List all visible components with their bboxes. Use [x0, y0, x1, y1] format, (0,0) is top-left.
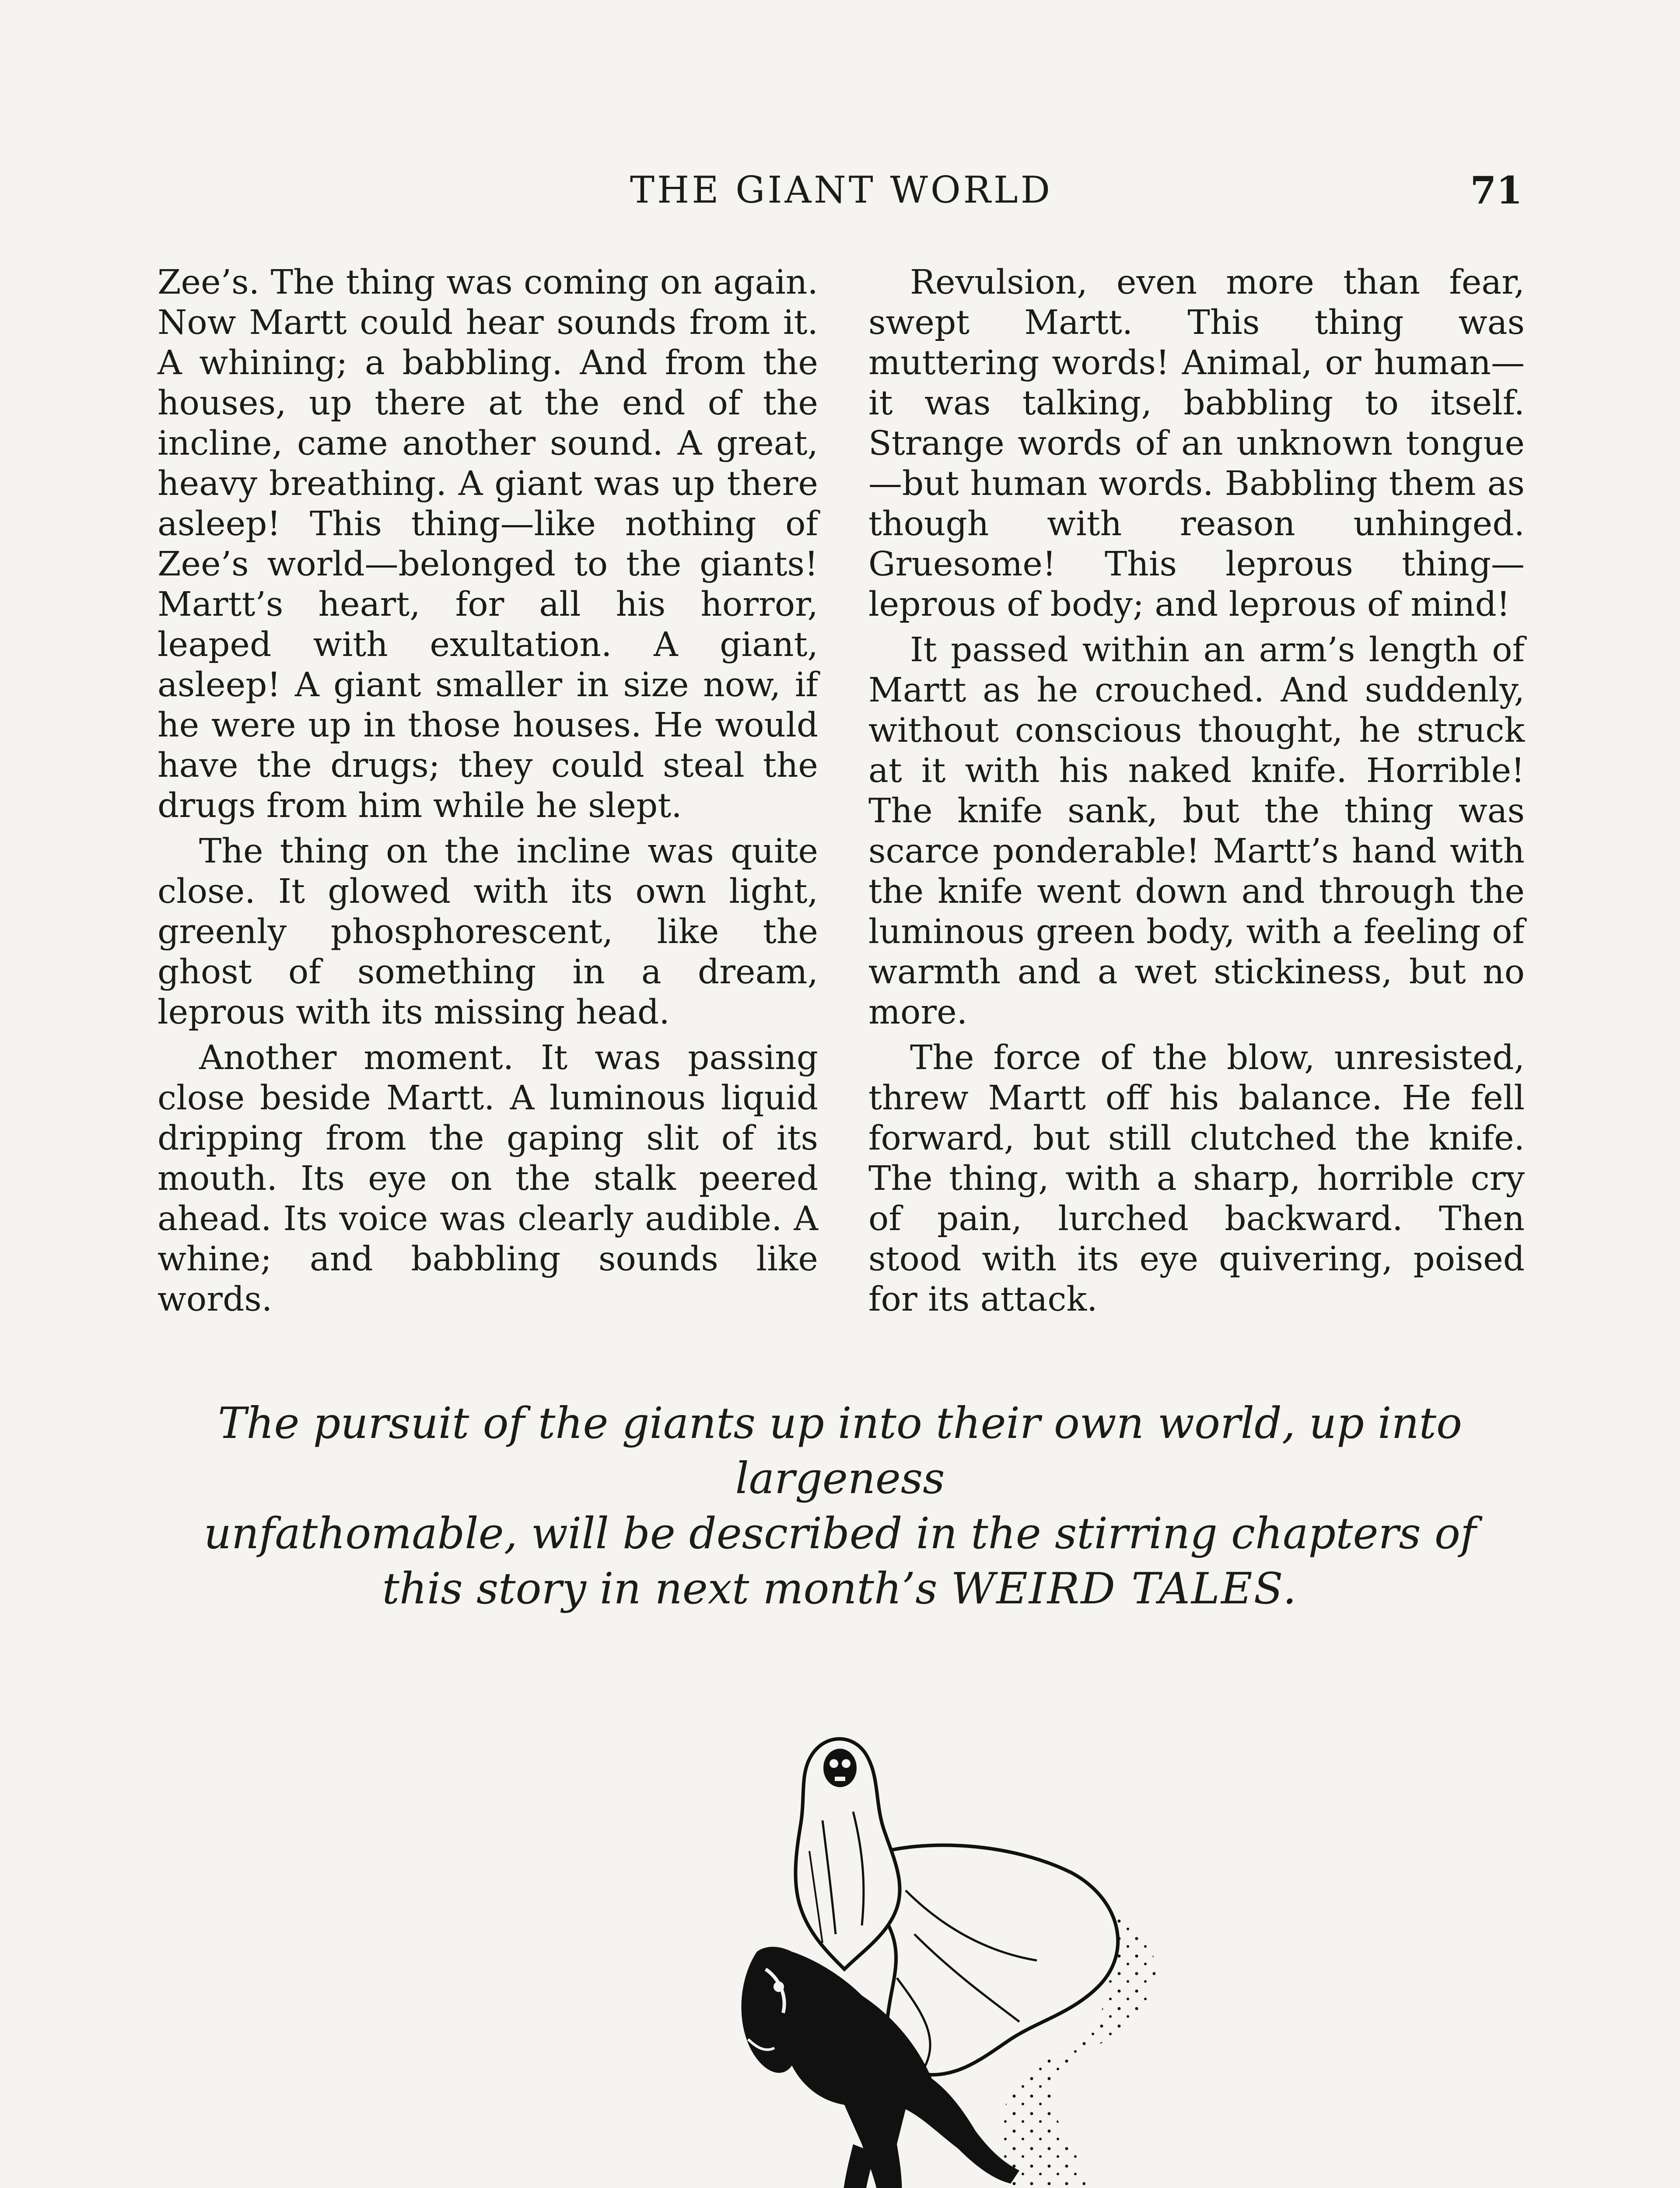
paragraph: The thing on the incline was quite close. It glowed with its own light, greenly phosphorescent, like the ghost of something in a dream, leprous with its missing head.: [158, 832, 818, 1032]
paragraph: It passed within an arm’s length of Martt as he crouched. And suddenly, without conscious thought, he struck at it with his naked knife. Horrible! The knife sank, but the thing was scarce ponderable! Martt’s hand with the knife went down and through the luminous green body, with a feeling of warmth and a wet stickiness, but no more.: [868, 631, 1525, 1032]
editor-note-line: [140, 1561, 1540, 1616]
rider-illustration: [678, 1707, 1203, 2188]
paragraph: The force of the blow, unresisted, threw Martt off his balance. He fell forward, but still clutched the knife. The thing, with a sharp, horrible cry of pain, lurched backward. Then stood with its eye quivering, poised for its attack.: [868, 1038, 1525, 1319]
paragraph: Revulsion, even more than fear, swept Martt. This thing was muttering words! Animal, or human—it was talking, babbling to itself. Strange words of an unknown tongue —but human words. Babbling them as though with reason unhinged. Gruesome! This leprous thing—leprous of body; and leprous of mind!: [868, 263, 1525, 624]
editor-note-line-text: this story in next month’s: [382, 1564, 938, 1614]
skeleton-rider-drawing: [678, 1707, 1203, 2188]
editor-note: [140, 1396, 1540, 1616]
skull-icon: [823, 1749, 857, 1787]
paragraph: Zee’s. The thing was coming on again. Now Martt could hear sounds from it. A whining; a babbling. And from the houses, up there at the end of the incline, came another sound. A great, heavy breathing. A giant was up there asleep! This thing—like nothing of Zee’s world—belonged to the giants! Martt’s heart, for all his horror, leaped with exultation. A giant, asleep! A giant smaller in size now, if he were up in those houses. He would have the drugs; they could steal the drugs from him while he slept.: [158, 263, 818, 825]
running-title: THE GIANT WORLD: [630, 168, 1053, 211]
text-column-left: [158, 263, 818, 1320]
running-head: [0, 168, 1680, 221]
page-number: 71: [1470, 168, 1522, 213]
editor-note-line: The pursuit of the giants up into their own world, up into largeness: [217, 1399, 1463, 1504]
text-column-right: [868, 263, 1525, 1320]
magazine-name: WEIRD TALES.: [951, 1564, 1298, 1614]
editor-note-line: unfathomable, will be described in the stirring chapters of: [203, 1509, 1477, 1559]
paragraph: Another moment. It was passing close beside Martt. A luminous liquid dripping from the gaping slit of its mouth. Its eye on the stalk peered ahead. Its voice was clearly audible. A whine; and babbling sounds like words.: [158, 1038, 818, 1319]
